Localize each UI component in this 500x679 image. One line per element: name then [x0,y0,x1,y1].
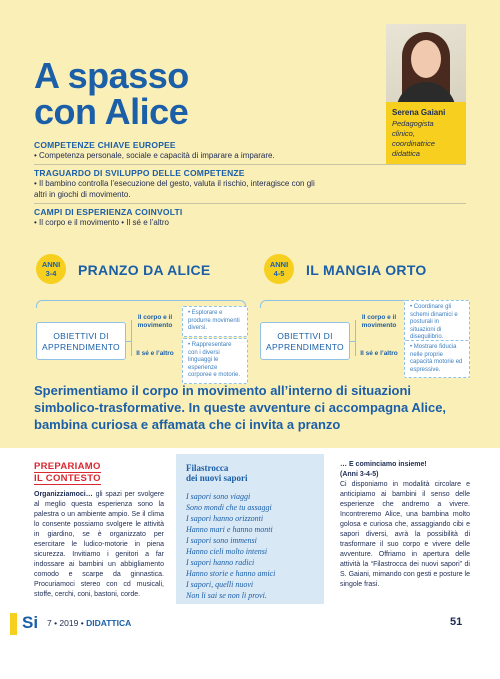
objectives-box-1: OBIETTIVI DI APPRENDIMENTO [36,322,126,360]
section-campi [34,207,466,229]
divider [34,203,466,204]
page-title [34,55,189,132]
objective-desc: • Rappresentare con i diversi linguaggi le esperienze corporee e motorie. [182,338,248,384]
objective-desc: • Coordinare gli schemi dinamici e posturali in situazioni di disequilibrio. [404,300,470,346]
divider [34,164,466,165]
poem-line: Hanno cieli molto intensi [186,547,268,556]
poem-title: Filastrocca [186,463,229,473]
section-traguardo [34,168,466,200]
objective-desc: • Mostrare fiducia nelle proprie capacità motorie ed espressive. [404,340,470,378]
subfield-se: Il sé e l’altro [136,350,174,357]
issue-info: 7 • 2019 • DIDATTICA [47,618,132,628]
author-role: Pedagogista clinico, coordinatrice didattica [392,119,435,158]
activity-title-2: IL MANGIA ORTO [306,262,427,278]
poem-line: I sapori hanno radici [186,558,255,567]
subfield-se: Il sé e l’altro [360,350,398,357]
subfield-corpo: Il corpo e il movimento [361,314,397,329]
page-number: 51 [450,616,463,628]
objectives-box-2: OBIETTIVI DI APPRENDIMENTO [260,322,350,360]
poem-box [176,454,324,604]
poem-line: Sono mondi che tu assaggi [186,503,272,512]
section-text: • Il bambino controlla l’esecuzione del gesto, valuta il rischio, interagisce con gli altri in giochi di movimento. [34,179,315,199]
activity-title-1: PRANZO DA ALICE [78,262,211,278]
age-badge-4-5: ANNI 4-5 [264,254,294,284]
section-heading: TRAGUARDO DI SVILUPPO DELLE COMPETENZE [34,168,245,178]
section-heading: CAMPI DI ESPERIENZA COINVOLTI [34,207,183,217]
author-photo [386,24,466,102]
section-competenze [34,140,466,162]
poem-line: I sapori hanno orizzonti [186,514,264,523]
magazine-logo: Si [22,613,39,632]
poem-line: Non li sai se non li provi. [186,591,267,600]
subfield-corpo: Il corpo e il movimento [137,314,173,329]
poem-line: Hanno mari e hanno monti [186,525,273,534]
poem-line: I sapori, quelli nuovi [186,580,254,589]
poem-line: I sapori sono viaggi [186,492,251,501]
intro-paragraph: Sperimentiamo il corpo in movimento all’interno di situazioni simbolico-trasformative. In queste avventure ci accompagna Alice, bambina curiosa e affamata che ci invita a pranzo [34,383,447,432]
poem-line: Hanno storie e hanno amici [186,569,276,578]
age-badge-3-4: ANNI 3-4 [36,254,66,284]
section-heading: COMPETENZE CHIAVE EUROPEE [34,140,176,150]
section-text: • Il corpo e il movimento • Il sé e l’altro [34,218,169,227]
title-line-2: con Alice [34,91,189,132]
title-line-1: A spasso [34,55,189,96]
column-heading: PREPARIAMO IL CONTESTO [34,461,101,484]
poem-title: dei nuovi sapori [186,473,248,483]
footer-accent [10,613,17,635]
objective-desc: • Esplorare e produrre movimenti diversi. [182,306,248,337]
column-3-text: … E cominciamo insieme! (Anni 3-4-5) Ci disponiamo in modalità circolare e anticipiamo ai bambini il senso delle esperienze che andremo a vivere. Incontreremo Alice, una bambina molto golosa e curiosa che, assaggiando cibi e sapori diversi, avrà la possibilità di trasformare il suo corpo e vivere delle avventure. Offriamo in apertura delle attività la “Filastrocca dei nuovi sapori” di S. Gaiani, mimando con gesti e posture le singole frasi. [340,461,470,588]
column-1-text: Organizziamoci… gli spazi per svolgere al meglio questa esperienza sono la palestra o un ambiente ampio. Se il clima lo consente possiamo svolgere le attività in giardino, se è organizzato per esercitare le ludico-motorie in piena sicurezza. Invitiamo i genitori a far indossare ai bambini un abbigliamento comodo e scarpe da ginnastica. Procuriamoci stereo con cd musicali, stoffe, cerchi, coni, bastoni, corde. [34,491,164,598]
poem-line: I sapori sono immensi [186,536,257,545]
section-text: • Competenza personale, sociale e capacità di imparare a imparare. [34,151,275,160]
author-name: Serena Gaiani [392,108,446,117]
